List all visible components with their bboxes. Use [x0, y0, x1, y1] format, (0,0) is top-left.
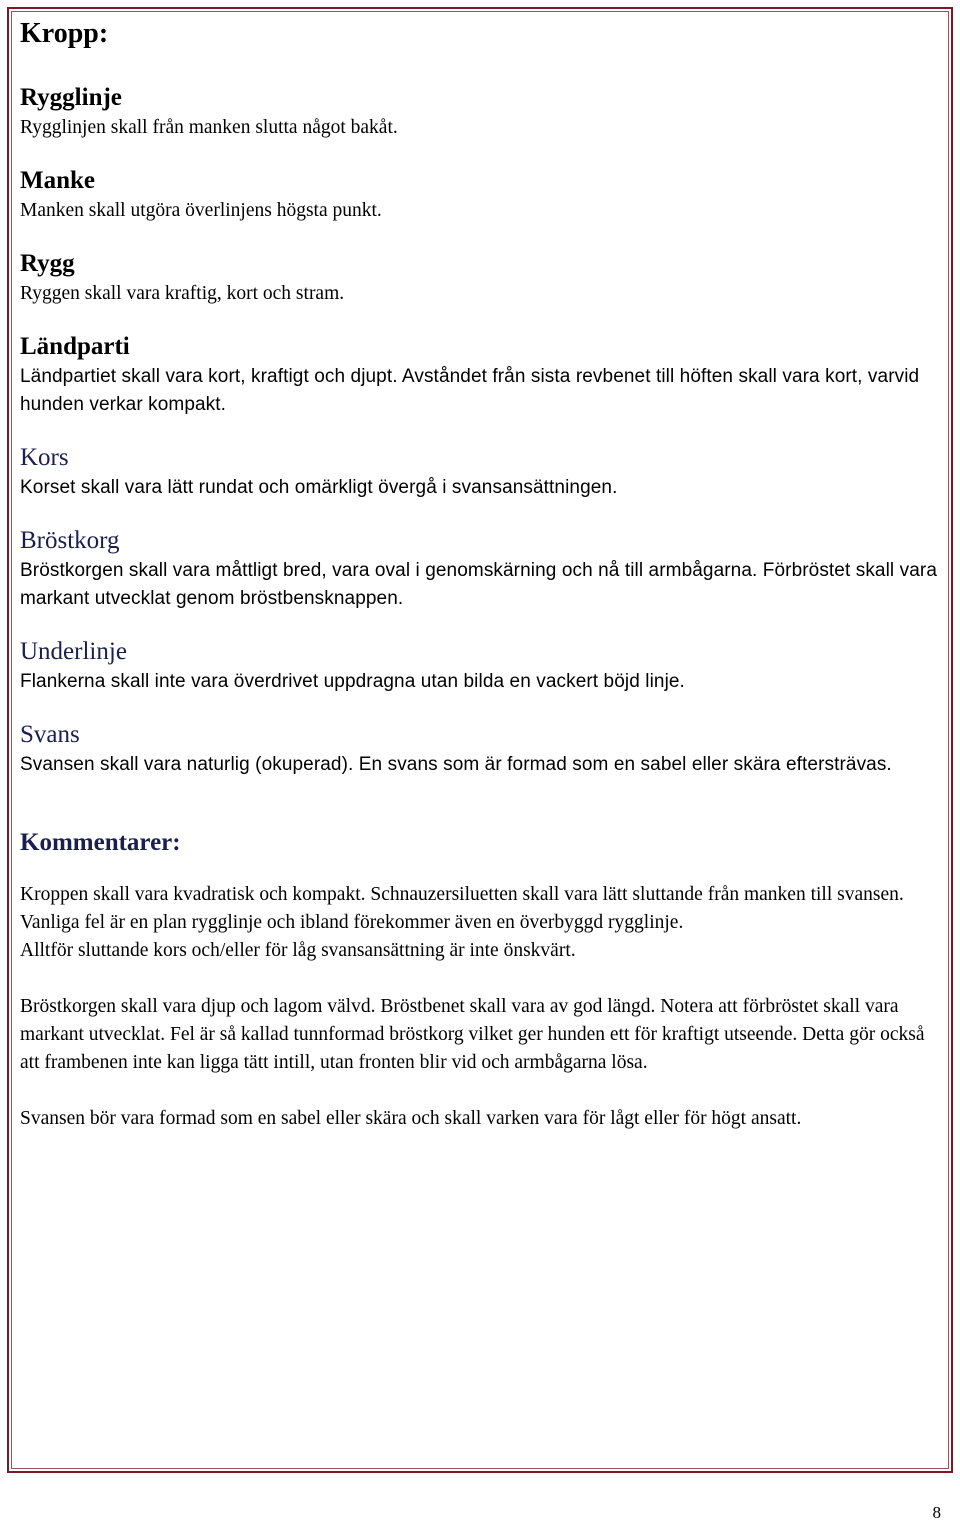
section-kors — [20, 442, 945, 502]
section-heading: Rygglinje — [20, 84, 122, 111]
section-heading: Kors — [20, 444, 69, 471]
section-text: Flankerna skall inte vara överdrivet uppdragna utan bilda en vackert böjd linje. — [20, 671, 685, 692]
comment-paragraph: Bröstkorgen skall vara djup och lagom välvd. Bröstbenet skall vara av god längd. Notera att förbröstet skall vara markant utvecklat. Fel är så kallad tunnformad bröstkorg vilket ger hunden ett för kraftigt utseende. Detta gör också att frambenen inte kan ligga tätt intill, utan fronten blir vid och armbågarna lösa. — [20, 996, 925, 1073]
section-manke — [20, 165, 945, 225]
section-heading: Rygg — [20, 250, 75, 277]
section-rygglinje — [20, 82, 945, 142]
section-svans — [20, 719, 945, 779]
comment-paragraph: Alltför sluttande kors och/eller för låg svansansättning är inte önskvärt. — [20, 940, 576, 961]
section-text: Ländpartiet skall vara kort, kraftigt och djupt. Avståndet från sista revbenet till höften skall vara kort, varvid hunden verkar kompakt. — [20, 366, 920, 415]
page-title: Kropp: — [20, 18, 109, 49]
comment-paragraph: Svansen bör vara formad som en sabel eller skära och skall varken vara för lågt eller för högt ansatt. — [20, 1108, 802, 1129]
section-heading: Bröstkorg — [20, 527, 120, 554]
section-text: Bröstkorgen skall vara måttligt bred, vara oval i genomskärning och nå till armbågarna. Förbröstet skall vara markant utvecklat genom bröstbensknappen. — [20, 560, 937, 609]
section-text: Manken skall utgöra överlinjens högsta punkt. — [20, 200, 382, 221]
section-text: Ryggen skall vara kraftig, kort och stram. — [20, 283, 345, 304]
page-number: 8 — [932, 1503, 941, 1522]
section-heading: Underlinje — [20, 638, 127, 665]
section-text: Rygglinjen skall från manken slutta något bakåt. — [20, 117, 398, 138]
document-body — [20, 14, 945, 1133]
comment-paragraph: Kroppen skall vara kvadratisk och kompakt. Schnauzersiluetten skall vara lätt sluttande från manken till svansen. Vanliga fel är en plan rygglinje och ibland förekommer även en överbyggd rygglinje. — [20, 884, 904, 933]
section-heading: Manke — [20, 167, 95, 194]
section-rygg — [20, 248, 945, 308]
comments-body — [20, 881, 945, 1133]
section-heading: Svans — [20, 721, 80, 748]
section-underlinje — [20, 636, 945, 696]
section-text: Korset skall vara lätt rundat och omärkligt övergå i svansansättningen. — [20, 477, 618, 498]
section-brostkorg — [20, 525, 945, 613]
section-landparti — [20, 331, 945, 419]
section-text: Svansen skall vara naturlig (okuperad). En svans som är formad som en sabel eller skära eftersträvas. — [20, 754, 892, 775]
section-heading: Ländparti — [20, 333, 130, 360]
comments-heading: Kommentarer: — [20, 829, 181, 856]
